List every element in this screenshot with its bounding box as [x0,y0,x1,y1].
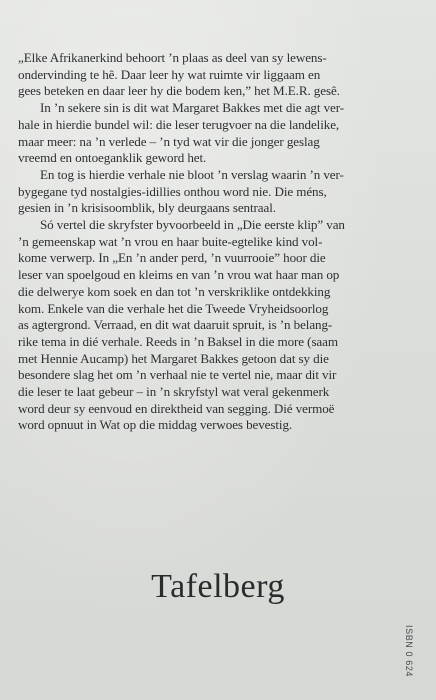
text-line: besondere slag het om ’n verhaal nie te vertel nie, maar dit vir [18,367,337,383]
blurb-text [18,50,423,434]
text-line: gesien in ’n krisisoomblik, bly deurgaans sentraal. [18,200,276,216]
text-line: bygegane tyd nostalgies-idillies onthou word nie. Die méns, [18,183,327,199]
text-line: ondervinding te hê. Daar leer hy wat ruimte vir liggaam en [18,66,321,82]
text-line: ’n gemeenskap wat ’n vrou en haar buite-egtelike kind vol- [18,233,323,249]
text-line: In ’n sekere sin is dit wat Margaret Bakkes met die agt ver- [40,100,345,116]
text-line: gees beteken en daar leer hy die bodem ken,” het M.E.R. gesê. [18,83,340,99]
text-line: as agtergrond. Verraad, en dit wat daaruit spruit, is ’n belang- [18,317,333,333]
text-line: rike tema in dié verhale. Reeds in ’n Baksel in die more (saam [18,333,338,349]
isbn-label: ISBN 0 624 [404,625,414,678]
text-line: kom. Enkele van die verhale het die Tweede Vryheidsoorlog [18,300,329,316]
text-line: En tog is hierdie verhale nie bloot ’n verslag waarin ’n ver- [40,166,344,182]
text-line: met Hennie Aucamp) het Margaret Bakkes getoon dat sy die [18,350,329,366]
text-line: „Elke Afrikanerkind behoort ’n plaas as deel van sy lewens- [18,50,327,65]
blurb-paragraph-2 [18,100,423,167]
text-line: maar meer: na ’n verlede – ’n tyd wat vir die jonger geslag [18,133,320,149]
text-line: word opnuut in Wat op die middag verwoes bevestig. [18,417,293,433]
blurb-paragraph-4 [18,217,423,434]
text-line: kome verwerp. In „En ’n ander perd, ’n vuurrooie” hoor die [18,250,326,266]
blurb-paragraph-1 [18,50,423,100]
text-line: hale in hierdie bundel wil: die leser terugvoer na die landelike, [18,116,340,132]
text-line: die delwerye kom soek en dan tot ’n verskriklike ontdekking [18,283,331,299]
text-line: vreemd en ontoeganklik geword het. [18,150,207,166]
text-line: word deur sy eenvoud en direktheid van segging. Dié vermoë [18,400,335,416]
text-line: Só vertel die skryfster byvoorbeeld in „Die eerste klip” van [40,217,345,233]
text-line: leser van spoelgoud en kleims en van ’n vrou wat haar man op [18,267,340,283]
text-line: die leser te laat gebeur – in ’n skryfstyl wat veral gekenmerk [18,384,330,400]
publisher-name: Tafelberg [151,568,285,605]
blurb-paragraph-3 [18,167,423,217]
